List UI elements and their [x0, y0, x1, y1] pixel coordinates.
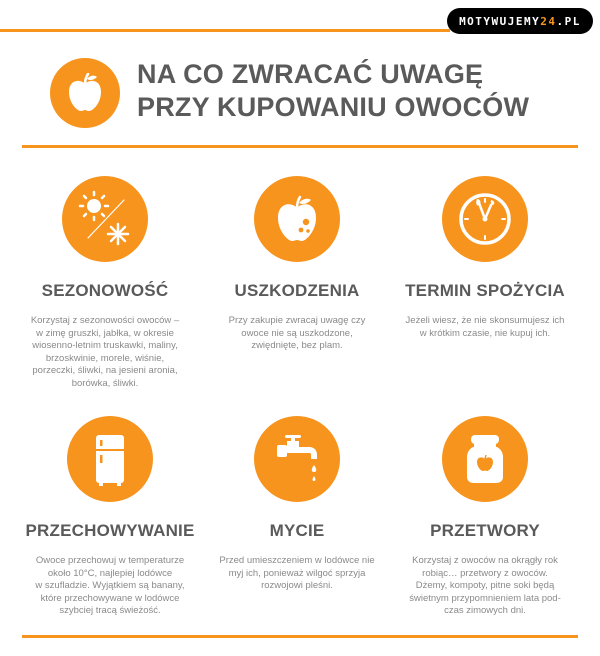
watermark-logo: MOTYWUJEMY 24 .PL: [447, 8, 593, 34]
card-text: Jeżeli wiesz, że nie skonsumujesz ich w krótkim czasie, nie kupuj ich.: [405, 315, 565, 339]
bottom-divider: [22, 635, 578, 638]
card-title: TERMIN SPOŻYCIA: [405, 281, 565, 300]
jar-icon: [442, 416, 528, 502]
bitten-apple-icon: [254, 176, 340, 262]
card-text: Przed umieszczeniem w lodówce nie myj ich, ponieważ wilgoć sprzyja rozwojowi pleśni.: [219, 555, 375, 592]
sun-snowflake-icon: [62, 176, 148, 262]
card-damage: [202, 176, 392, 353]
header-divider: [22, 145, 578, 148]
card-text: Korzystaj z sezonowości owoców – w zimę gruszki, jabłka, w okresie wiosenno-letnim truskawki, maliny, brzoskwinie, morele, wiśnie, porzeczki, śliwki, na jesieni aronia, borówka, śliwki.: [30, 315, 180, 389]
top-divider: [0, 29, 450, 32]
faucet-icon: [254, 416, 340, 502]
card-storage: [15, 416, 205, 618]
clock-icon: [442, 176, 528, 262]
card-text: Korzystaj z owoców na okrągły rok robiąc… przetwory z owoców. Dżemy, kompoty, pitne soki będą świetnym przypomnieniem lata pod- czas zimowych dni.: [409, 555, 561, 617]
card-title: MYCIE: [269, 521, 325, 540]
fridge-icon: [67, 416, 153, 502]
card-seasonality: [10, 176, 200, 391]
card-washing: [202, 416, 392, 593]
card-expiry-date: [390, 176, 580, 340]
card-title: SEZONOWOŚĆ: [41, 281, 169, 300]
card-preserves: [390, 416, 580, 618]
page-title: [137, 58, 567, 124]
card-text: Owoce przechowuj w temperaturze około 10°C, najlepiej lodówce w szufladzie. Wyjątkiem są banany, które przechowywane w lodówce szybciej tracą świeżość.: [35, 555, 185, 617]
card-title: USZKODZENIA: [234, 281, 360, 300]
card-text: Przy zakupie zwracaj uwagę czy owoce nie są uszkodzone, zwiędnięte, bez plam.: [228, 315, 366, 352]
card-title: PRZECHOWYWANIE: [25, 521, 195, 540]
apple-icon: [50, 58, 120, 128]
card-title: PRZETWORY: [430, 521, 540, 540]
page-title-line-2: PRZY KUPOWANIU OWOCÓW: [137, 92, 530, 122]
page-title-line-1: NA CO ZWRACAĆ UWAGĘ: [137, 59, 484, 89]
